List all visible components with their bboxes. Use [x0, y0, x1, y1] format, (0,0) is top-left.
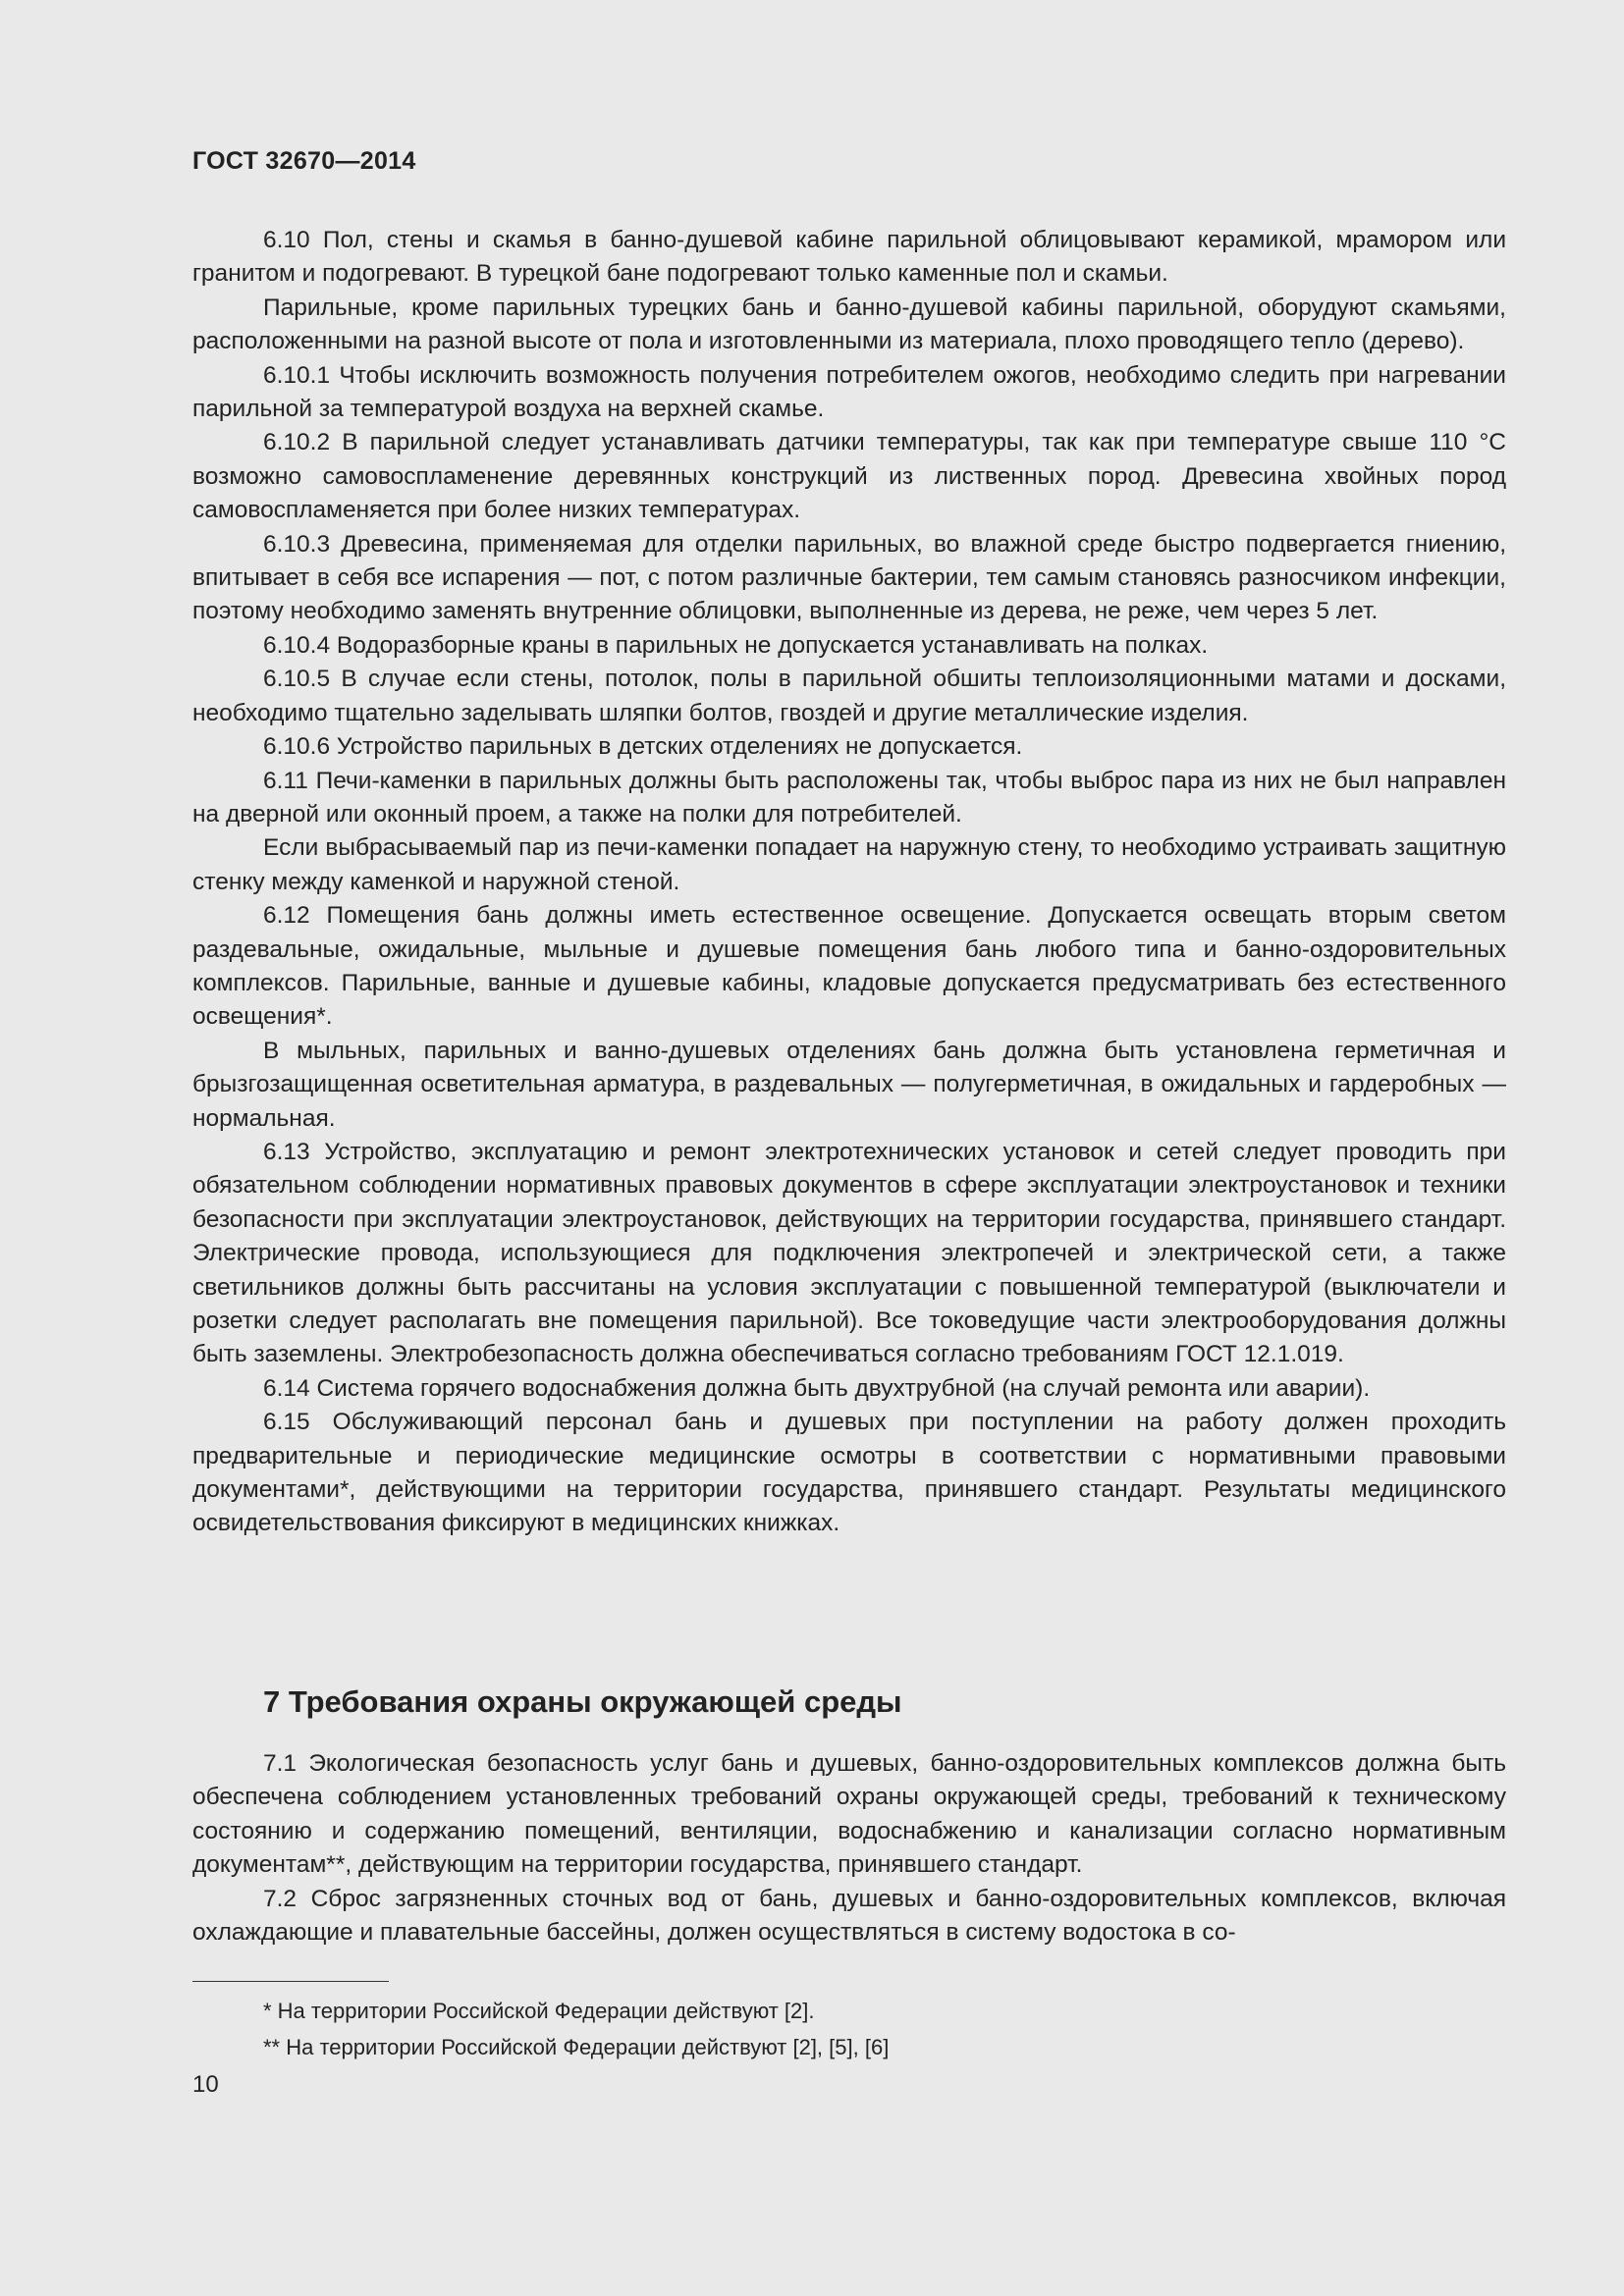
paragraph-6-10-6: 6.10.6 Устройство парильных в детских отделениях не допускается. [263, 733, 1023, 761]
paragraph-steam-rooms: Парильные, кроме парильных турецких бань и банно-душевой кабины парильной, оборудуют скамьями, расположенными на разной высоте от пола и изготовленными из материала, плохо проводящего тепло (дерево). [192, 294, 1506, 355]
paragraph-6-11: 6.11 Печи-каменки в парильных должны быть расположены так, чтобы выброс пара из них не был направлен на дверной или оконный проем, а также на полки для потребителей. [192, 767, 1506, 828]
page-number: 10 [192, 2071, 219, 2098]
body-text-lower [192, 1747, 1506, 1949]
footnote-2: ** На территории Российской Федерации действуют [2], [5], [6] [263, 2035, 890, 2059]
footnotes [263, 1993, 889, 2065]
paragraph-lighting: В мыльных, парильных и ванно-душевых отделениях бань должна быть установлена герметичная и брызгозащищенная осветительная арматура, в раздевальных — полугерметичная, в ожидальных и гардеробных — нормальная. [192, 1037, 1506, 1132]
paragraph-6-13: 6.13 Устройство, эксплуатацию и ремонт электротехнических установок и сетей следует проводить при обязательном соблюдении нормативных правовых документов в сфере эксплуатации электроустановок и техники безопасности при эксплуатации электроустановок, действующих на территории государства, принявшего стандарт. Электрические провода, использующиеся для подключения электропечей и электрической сети, а также светильников должны быть рассчитаны на условия эксплуатации с повышенной температурой (выключатели и розетки следует располагать вне помещения парильной). Все токоведущие части электрооборудования должны быть заземлены. Электробезопасность должна обеспечиваться согласно требованиям ГОСТ 12.1.019. [192, 1138, 1506, 1368]
paragraph-6-10-2: 6.10.2 В парильной следует устанавливать датчики температуры, так как при температуре свыше 110 °С возможно самовоспламенение деревянных конструкций из лиственных пород. Древесина хвойных пород самовоспламеняется при более низких температурах. [192, 429, 1506, 524]
section-heading: 7 Требования охраны окружающей среды [263, 1684, 902, 1719]
paragraph-6-14: 6.14 Система горячего водоснабжения должна быть двухтрубной (на случай ремонта или аварии). [263, 1374, 1371, 1402]
body-text-upper [192, 224, 1506, 1541]
paragraph-6-12: 6.12 Помещения бань должны иметь естественное освещение. Допускается освещать вторым светом раздевальные, ожидальные, мыльные и душевые помещения бань любого типа и банно-оздоровительных комплексов. Парильные, ванные и душевые кабины, кладовые допускается предусматривать без естественного освещения*. [192, 902, 1506, 1031]
paragraph-steam-wall: Если выбрасываемый пар из печи-каменки попадает на наружную стену, то необходимо устраивать защитную стенку между каменкой и наружной стеной. [192, 834, 1506, 895]
paragraph-6-15: 6.15 Обслуживающий персонал бань и душевых при поступлении на работу должен проходить предварительные и периодические медицинские осмотры в соответствии с нормативными правовыми документами*, действующими на территории государства, принявшего стандарт. Результаты медицинского освидетельствования фиксируют в медицинских книжках. [192, 1409, 1506, 1537]
paragraph-6-10-4: 6.10.4 Водоразборные краны в парильных не допускается устанавливать на полках. [263, 631, 1209, 659]
paragraph-6-10-1: 6.10.1 Чтобы исключить возможность получения потребителем ожогов, необходимо следить при нагревании парильной за температурой воздуха на верхней скамье. [192, 361, 1506, 423]
paragraph-6-10-3: 6.10.3 Древесина, применяемая для отделки парильных, во влажной среде быстро подвергается гниению, впитывает в себя все испарения — пот, с потом различные бактерии, тем самым становясь разносчиком инфекции, поэтому необходимо заменять внутренние облицовки, выполненные из дерева, не реже, чем через 5 лет. [192, 530, 1506, 625]
document-header: ГОСТ 32670—2014 [192, 147, 416, 175]
paragraph-7-1: 7.1 Экологическая безопасность услуг бань и душевых, банно-оздоровительных комплексов должна быть обеспечена соблюдением установленных требований охраны окружающей среды, требований к техническому состоянию и содержанию помещений, вентиляции, водоснабжению и канализации согласно нормативным документам**, действующим на территории государства, принявшего стандарт. [192, 1750, 1506, 1879]
footnote-1: * На территории Российской Федерации действуют [2]. [263, 1999, 815, 2023]
paragraph-6-10: 6.10 Пол, стены и скамья в банно-душевой кабине парильной облицовывают керамикой, мрамором или гранитом и подогревают. В турецкой бане подогревают только каменные пол и скамьи. [192, 227, 1506, 288]
footnote-separator [192, 1981, 389, 1982]
paragraph-7-2: 7.2 Сброс загрязненных сточных вод от бань, душевых и банно-оздоровительных комплексов, включая охлаждающие и плавательные бассейны, должен осуществляться в систему водостока в со- [192, 1885, 1506, 1947]
paragraph-6-10-5: 6.10.5 В случае если стены, потолок, полы в парильной обшиты теплоизоляционными матами и досками, необходимо тщательно заделывать шляпки болтов, гвоздей и другие металлические изделия. [192, 666, 1506, 726]
